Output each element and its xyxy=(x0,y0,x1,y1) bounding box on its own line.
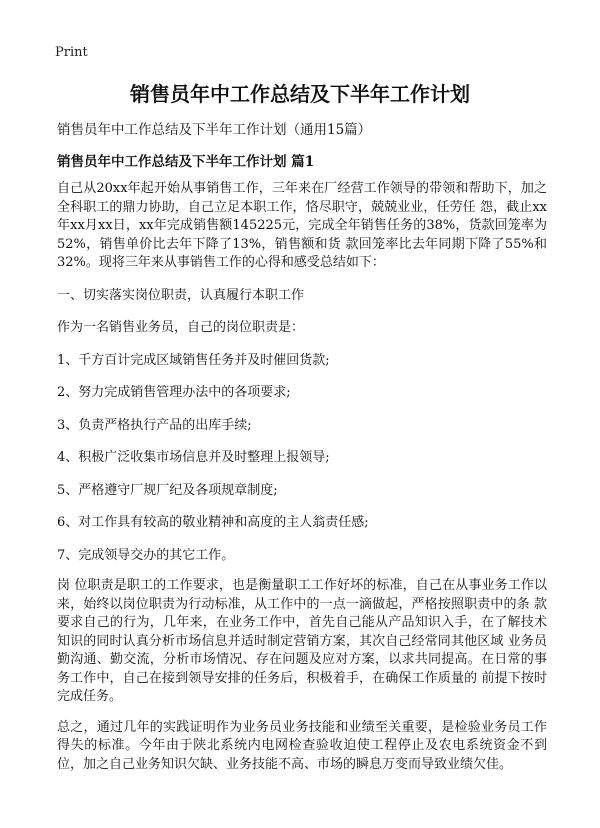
summary-paragraph: 总之，通过几年的实践证明作为业务员业务技能和业绩至关重要，是检验业务员工作得失的标准。今年由于陕北系统内电网检查验收迫使工程停止及农电系统资金不到位，加之自己业务知识欠缺、业务技能不高、市场的瞬息万变而导致业绩欠佳。 xyxy=(57,719,547,772)
duty-item: 3、负责严格执行产品的出库手续; xyxy=(57,417,252,433)
document-body xyxy=(57,180,547,774)
document-subtitle: 销售员年中工作总结及下半年工作计划（通用15篇） xyxy=(57,122,372,138)
intro-paragraph: 自己从20xx年起开始从事销售工作，三年来在厂经营工作领导的带领和帮助下，加之全科职工的鼎力协助，自己立足本职工作，恪尽职守，兢兢业业，任劳任 怨，截止xx年xx月xx日，xx年完成销售额145225元，完成全年销售任务的38%，货款回笼率为52%，销售单价比去年下降了13%，销售额和货 款回笼率比去年同期下降了55%和32%。现将三年来从事销售工作的心得和感受总结如下： xyxy=(57,181,547,270)
document-title: 销售员年中工作总结及下半年工作计划 xyxy=(130,82,470,106)
duty-item: 2、努力完成销售管理办法中的各项要求; xyxy=(57,385,291,400)
print-label[interactable]: Print xyxy=(55,45,88,60)
section-heading: 销售员年中工作总结及下半年工作计划 篇1 xyxy=(57,154,315,170)
duty-item: 1、千方百计完成区域销售任务并及时催回货款; xyxy=(57,352,330,368)
duty-item: 6、对工作具有较高的敬业精神和高度的主人翁责任感; xyxy=(57,515,369,530)
duty-item: 4、积极广泛收集市场信息并及时整理上报领导; xyxy=(57,450,330,465)
duty-item: 5、严格遵守厂规厂纪及各项规章制度; xyxy=(57,482,278,498)
body-paragraph: 岗 位职责是职工的工作要求，也是衡量职工工作好坏的标准，自己在从事业务工作以来，始终以岗位职责为行动标准，从工作中的一点一滴做起，严格按照职责中的条 款要求自己的行为，几年来，在业务工作中，首先自己能从产品知识入手，在了解技术知识的同时认真分析市场信息并适时制定营销方案，其次自己经常同其他区域 业务员勤沟通、勤交流，分析市场情况、存在问题及应对方案，以求共同提高。在日常的事务工作中，自己在接到领导安排的任务后，积极着手，在确保工作质量的 前提下按时完成任务。 xyxy=(57,578,547,704)
part-heading: 一、切实落实岗位职责，认真履行本职工作 xyxy=(57,287,305,303)
duty-item: 7、完成领导交办的其它工作。 xyxy=(57,547,235,563)
duties-intro: 作为一名销售业务员，自己的岗位职责是： xyxy=(57,320,305,335)
